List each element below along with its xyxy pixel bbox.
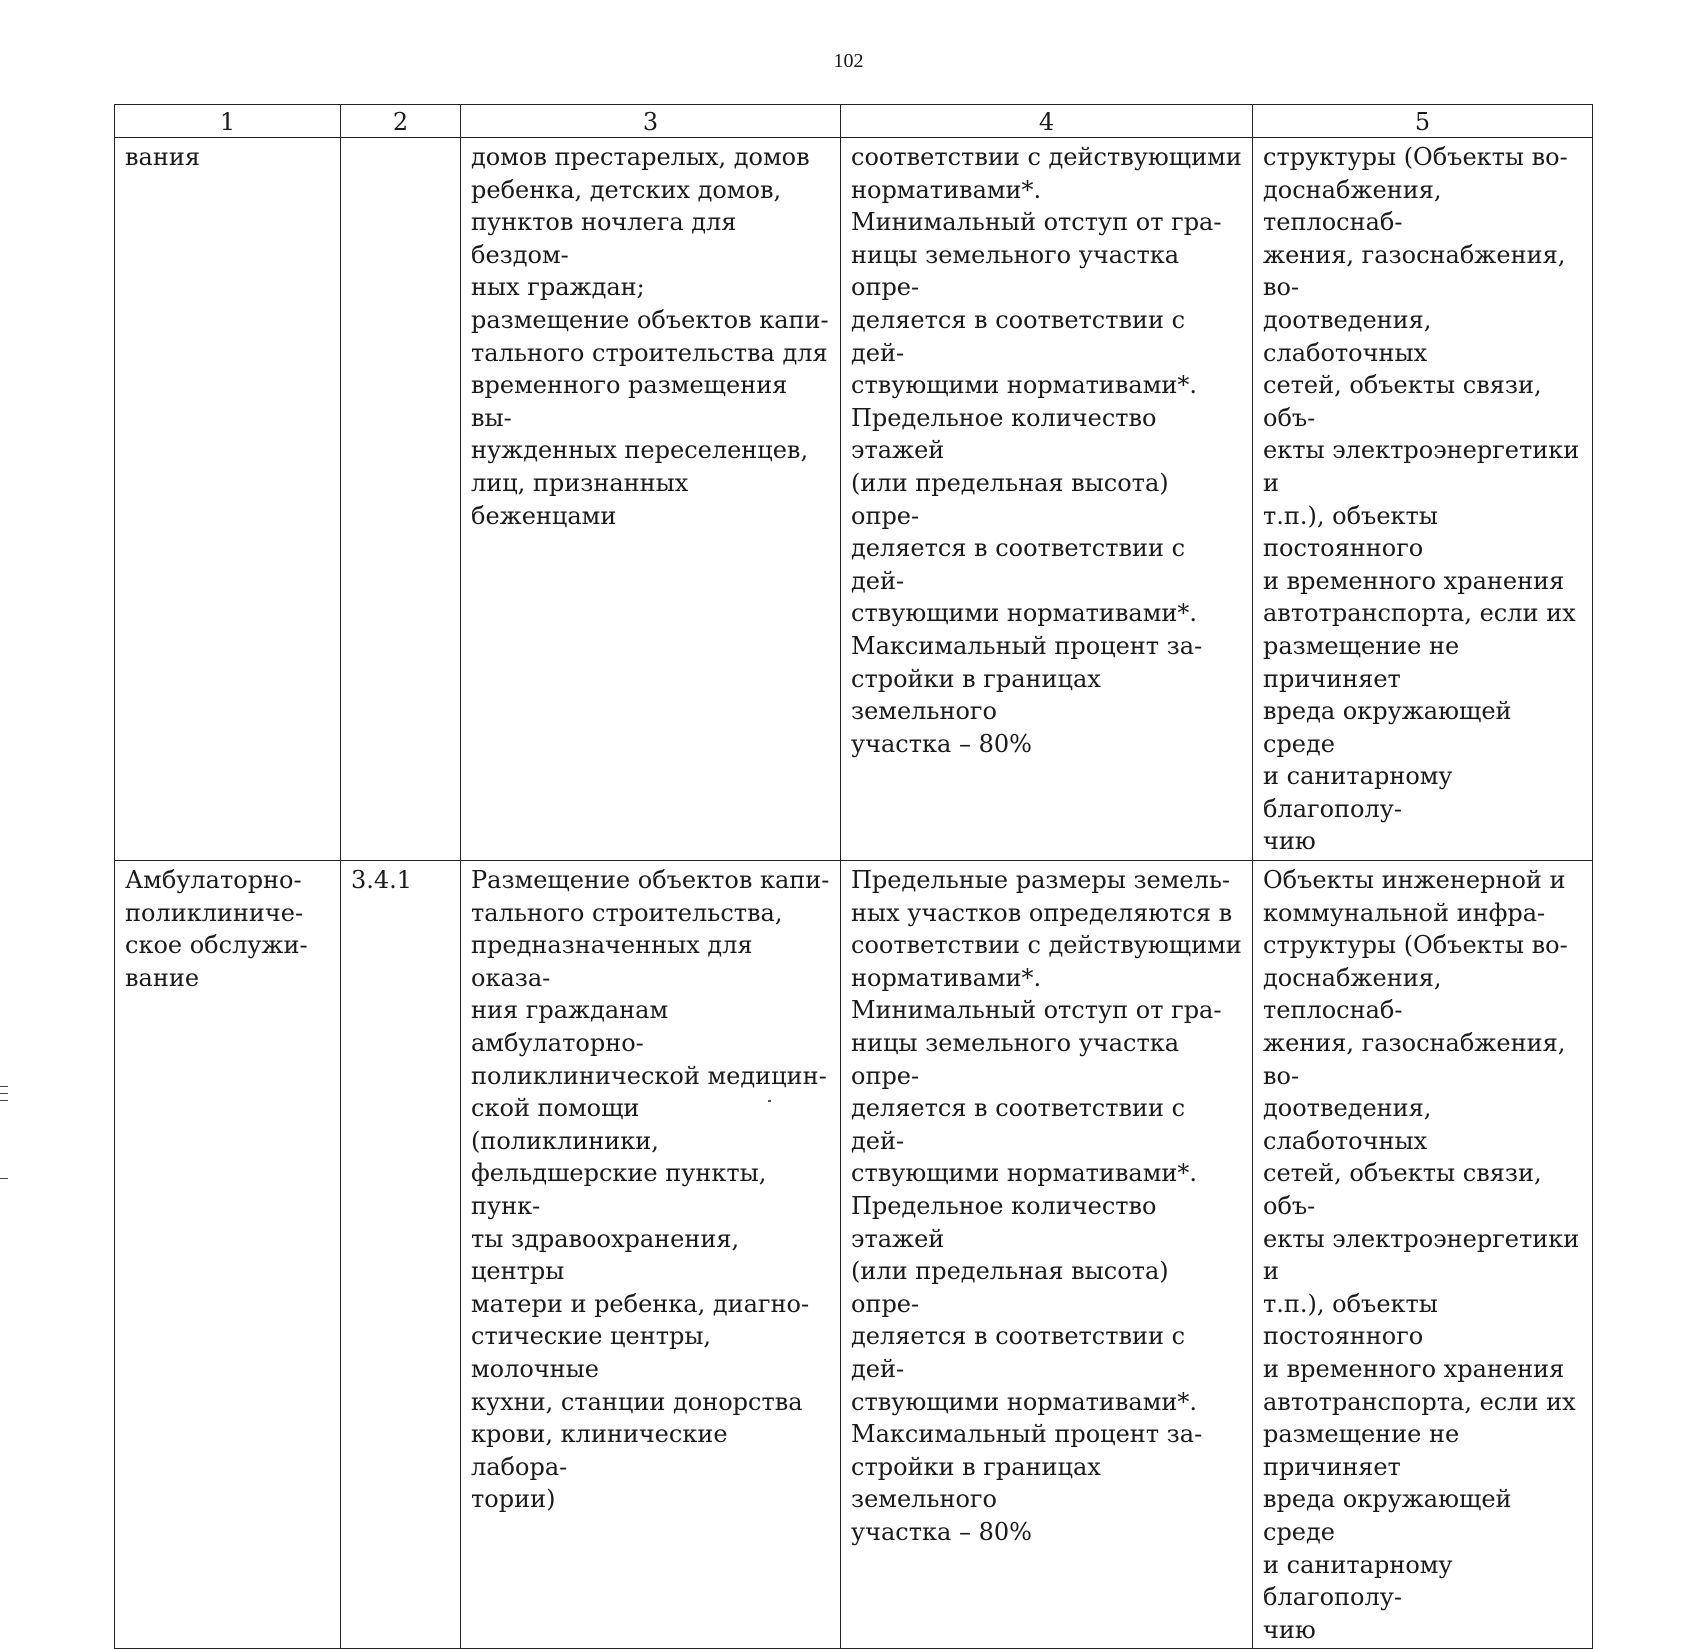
cell-use-type-code: 3.4.1 [341, 861, 461, 1649]
page-number: 102 [833, 50, 864, 72]
header-row [115, 105, 1593, 138]
cell-parameters: Предельные размеры земель- ных участков определяются в соответствии с действующими нормативами*. Минимальный отступ от гра- ницы земельного участка опре- деляется в соответствии с дей- ствующими нормативами*. Предельное количество этажей (или предельная высота) опре- деляется в соответствии с дей- ствующими нормативами*. Максимальный процент за- стройки в границах земельного участка – 80% [841, 861, 1253, 1649]
table-row [115, 861, 1593, 1649]
cell-description: домов престарелых, домов ребенка, детских домов, пунктов ночлега для бездом- ных граждан; размещение объектов капи- тального строительства для временного размещения вы- нужденных переселенцев, лиц, признанных беженцами [461, 138, 841, 861]
cell-use-type-code [341, 138, 461, 861]
cell-description: Размещение объектов капи- тального строительства, предназначенных для оказа- ния гражданам амбулаторно- поликлинической медицин- ской помощи (поликлиники, фельдшерские пункты, пунк- ты здравоохранения, центры матери и ребенка, диагно- стические центры, молочные кухни, станции донорства крови, клинические лабора- тории) [461, 861, 841, 1649]
table-header [115, 105, 1593, 138]
table-body [115, 138, 1593, 1649]
margin-tick-mark [0, 1086, 8, 1087]
column-header-5: 5 [1253, 105, 1593, 138]
margin-tick-mark [0, 1093, 8, 1094]
cell-auxiliary-uses: Объекты инженерной и коммунальной инфра- структуры (Объекты во- доснабжения, теплоснаб- жения, газоснабжения, во- доотведения, слаботочных сетей, объекты связи, объ- екты электроэнергетики и т.п.), объекты постоянного и временного хранения автотранспорта, если их размещение не причиняет вреда окружающей среде и санитарному благополу- чию [1253, 861, 1593, 1649]
column-header-4: 4 [841, 105, 1253, 138]
column-header-1: 1 [115, 105, 341, 138]
cell-auxiliary-uses: структуры (Объекты во- доснабжения, теплоснаб- жения, газоснабжения, во- доотведения, слаботочных сетей, объекты связи, объ- екты электроэнергетики и т.п.), объекты постоянного и временного хранения автотранспорта, если их размещение не причиняет вреда окружающей среде и санитарному благополу- чию [1253, 138, 1593, 861]
scan-speck [768, 1100, 771, 1102]
cell-use-type-name: Амбулаторно- поликлиниче- ское обслужи- вание [115, 861, 341, 1649]
table-row [115, 138, 1593, 861]
cell-parameters: соответствии с действующими нормативами*. Минимальный отступ от гра- ницы земельного участка опре- деляется в соответствии с дей- ствующими нормативами*. Предельное количество этажей (или предельная высота) опре- деляется в соответствии с дей- ствующими нормативами*. Максимальный процент за- стройки в границах земельного участка – 80% [841, 138, 1253, 861]
land-use-table [114, 104, 1593, 1649]
column-header-2: 2 [341, 105, 461, 138]
column-header-3: 3 [461, 105, 841, 138]
margin-tick-mark [0, 1178, 8, 1179]
margin-tick-mark [0, 1100, 8, 1101]
cell-use-type-name: вания [115, 138, 341, 861]
